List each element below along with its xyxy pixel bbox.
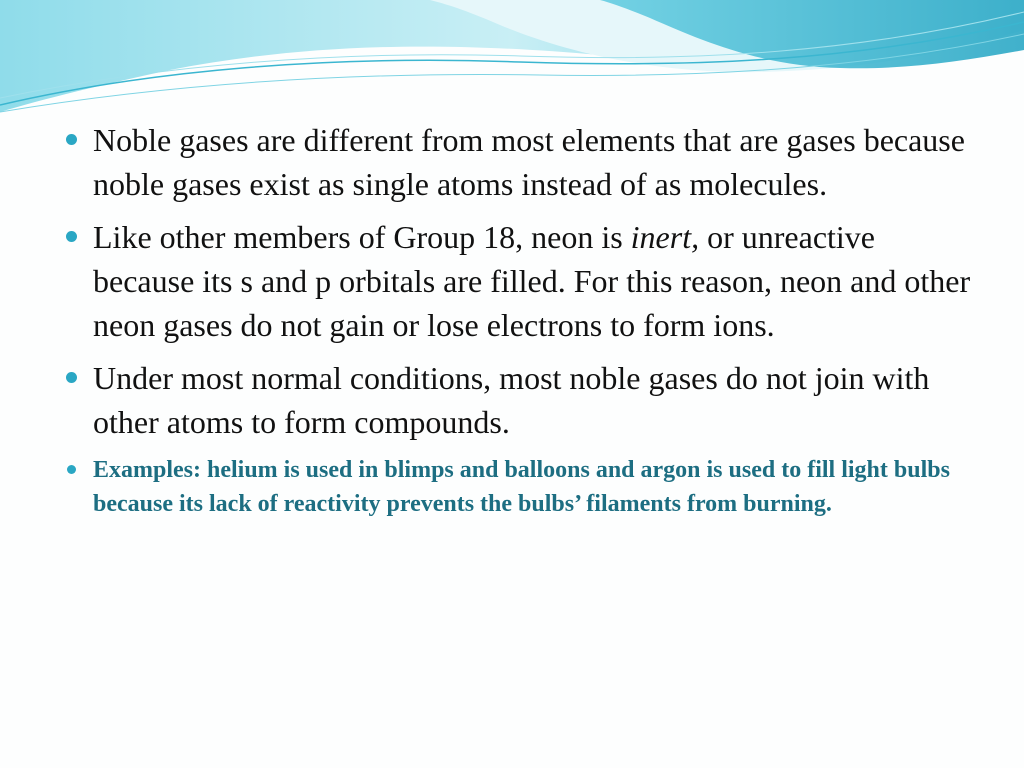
bullet-list (62, 118, 972, 530)
bullet-text-start: Like other members of Group 18, neon is (93, 219, 631, 255)
bullet-emphasis: inert, (630, 219, 700, 255)
bullet-item-2 (62, 215, 972, 347)
bullet-item-1 (62, 118, 972, 206)
bullet-dot-icon (66, 231, 77, 242)
bullet-text: Examples: helium is used in blimps and balloons and argon is used to fill light bulbs because its lack of reactivity prevents the bulbs’ filaments from burning. (93, 457, 950, 517)
wave-header-decoration (0, 0, 1024, 130)
bullet-text: Noble gases are different from most elements that are gases because noble gases exist as single atoms instead of as molecules. (93, 122, 965, 202)
bullet-item-3 (62, 356, 972, 444)
bullet-dot-icon (66, 372, 77, 383)
bullet-dot-icon (67, 465, 76, 474)
bullet-item-examples (62, 453, 972, 521)
bullet-text: Under most normal conditions, most noble gases do not join with other atoms to form compounds. (93, 360, 930, 440)
bullet-dot-icon (66, 134, 77, 145)
bullet-text-end: or unreactive because its s and p orbitals are filled. For this reason, neon and other neon gases do not gain or lose electrons to form ions. (93, 219, 971, 343)
